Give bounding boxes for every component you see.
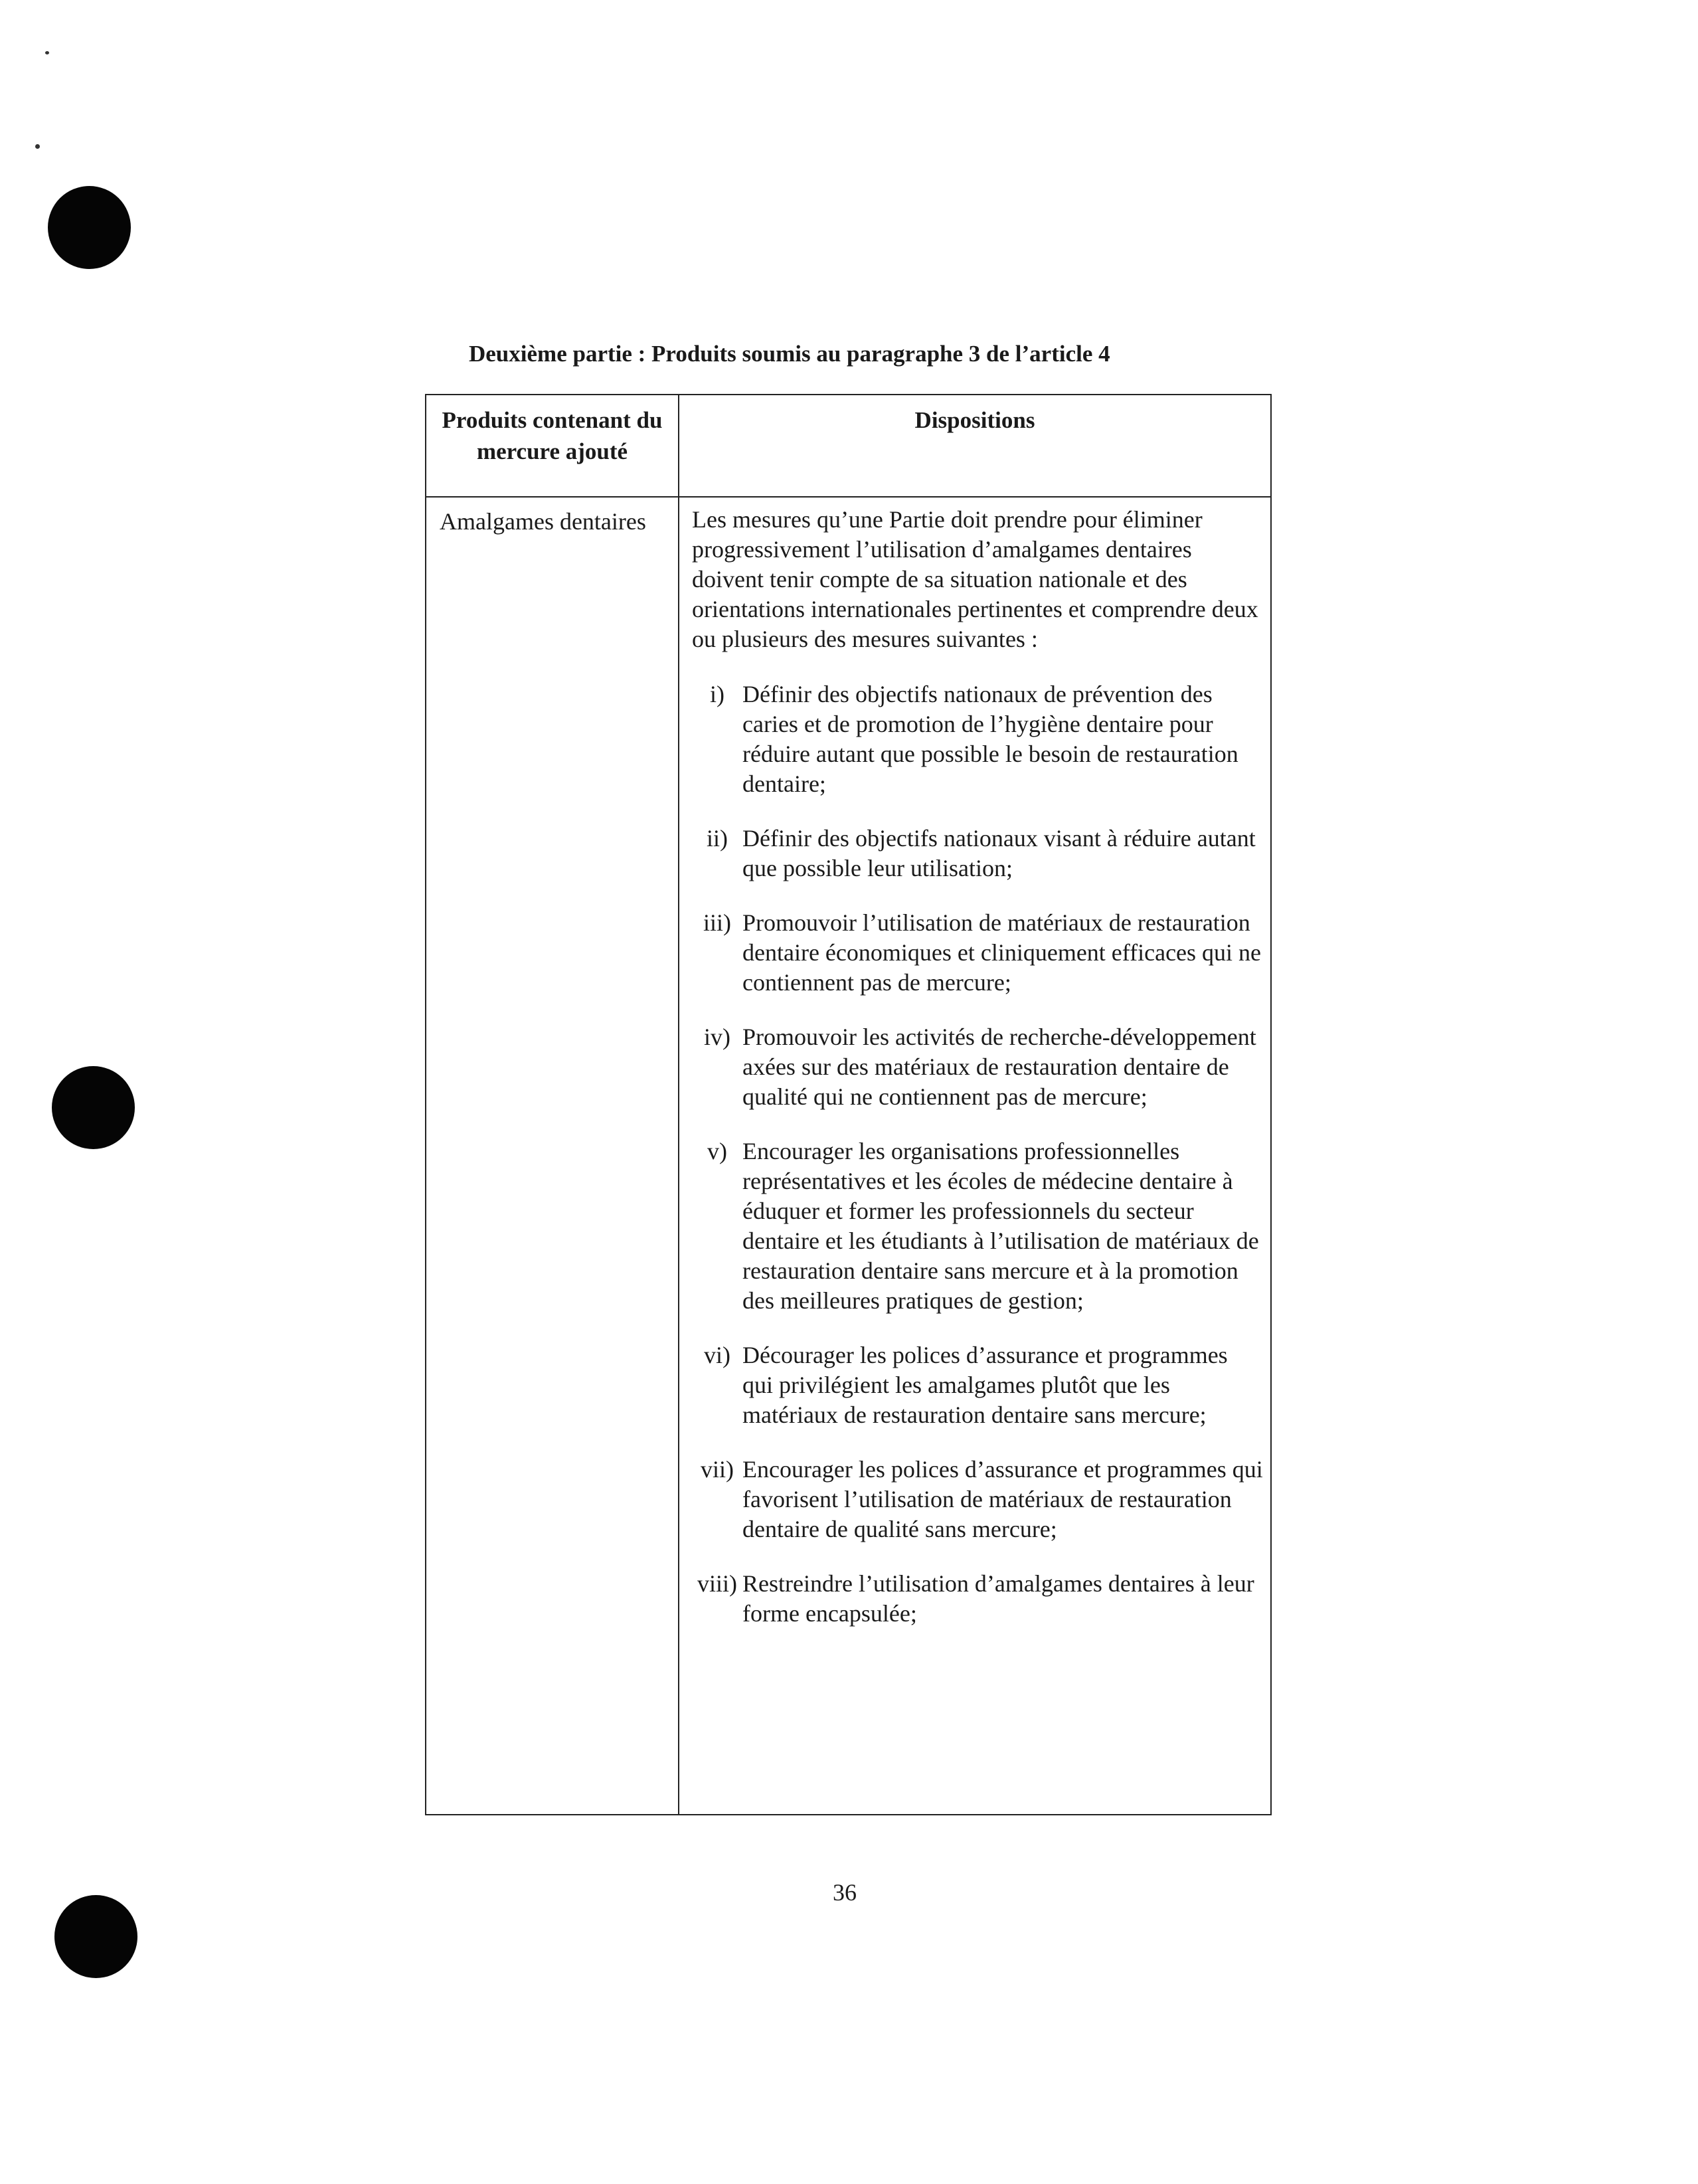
header-provisions: Dispositions bbox=[914, 407, 1035, 433]
punch-hole bbox=[52, 1066, 135, 1149]
measure-number: viii) bbox=[697, 1570, 737, 1597]
measure-text: Promouvoir les activités de recherche-développement axées sur des matériaux de restauration dentaire de qualité qui ne contiennent pas de mercure; bbox=[742, 1024, 1256, 1110]
provisions-intro: Les mesures qu’une Partie doit prendre pour éliminer progressivement l’utilisation d’amalgames dentaires doivent tenir compte de sa situation nationale et des orientations internationales pertinentes et comprendre deux ou plusieurs des mesures suivantes : bbox=[692, 506, 1258, 652]
punch-hole bbox=[48, 186, 131, 269]
measure-text: Restreindre l’utilisation d’amalgames dentaires à leur forme encapsulée; bbox=[742, 1570, 1254, 1627]
page-number: 36 bbox=[833, 1879, 857, 1906]
measure-number: iii) bbox=[703, 909, 731, 936]
measure-item bbox=[692, 1022, 1263, 1112]
scan-speck bbox=[35, 144, 40, 149]
measure-number: vi) bbox=[704, 1342, 730, 1368]
header-products: Produits contenant du mercure ajouté bbox=[442, 407, 663, 464]
section-heading: Deuxième partie : Produits soumis au paragraphe 3 de l’article 4 bbox=[469, 341, 1110, 367]
provisions-table bbox=[425, 394, 1272, 1815]
measure-item bbox=[692, 1340, 1263, 1430]
measure-number: ii) bbox=[707, 825, 728, 852]
measure-text: Promouvoir l’utilisation de matériaux de restauration dentaire économiques et cliniquement efficaces qui ne contiennent pas de mercure; bbox=[742, 909, 1262, 996]
measure-text: Encourager les organisations professionnelles représentatives et les écoles de médecine dentaire à éduquer et former les professionnels du secteur dentaire et les étudiants à l’utilisation de matériaux de restauration dentaire sans mercure et à la promotion des meilleures pratiques de gestion; bbox=[742, 1138, 1259, 1314]
measure-text: Décourager les polices d’assurance et programmes qui privilégient les amalgames plutôt que les matériaux de restauration dentaire sans mercure; bbox=[742, 1342, 1228, 1428]
measure-number: vii) bbox=[701, 1456, 734, 1483]
scan-speck bbox=[45, 51, 49, 54]
measure-item bbox=[692, 824, 1263, 883]
provisions-cell bbox=[692, 505, 1263, 1653]
measure-number: i) bbox=[710, 681, 724, 707]
measure-number: iv) bbox=[704, 1024, 730, 1050]
measure-text: Définir des objectifs nationaux visant à réduire autant que possible leur utilisation; bbox=[742, 825, 1256, 881]
measure-item bbox=[692, 680, 1263, 799]
column-divider bbox=[678, 395, 679, 1814]
product-name: Amalgames dentaires bbox=[440, 508, 646, 535]
measure-item bbox=[692, 1569, 1263, 1629]
measure-item bbox=[692, 1455, 1263, 1544]
measure-item bbox=[692, 1137, 1263, 1316]
measure-text: Encourager les polices d’assurance et programmes qui favorisent l’utilisation de matériaux de restauration dentaire de qualité sans mercure; bbox=[742, 1456, 1263, 1542]
header-divider bbox=[426, 496, 1270, 498]
measure-text: Définir des objectifs nationaux de prévention des caries et de promotion de l’hygiène dentaire pour réduire autant que possible le besoin de restauration dentaire; bbox=[742, 681, 1238, 797]
punch-hole bbox=[54, 1895, 137, 1978]
measure-item bbox=[692, 908, 1263, 998]
measure-number: v) bbox=[707, 1138, 727, 1164]
